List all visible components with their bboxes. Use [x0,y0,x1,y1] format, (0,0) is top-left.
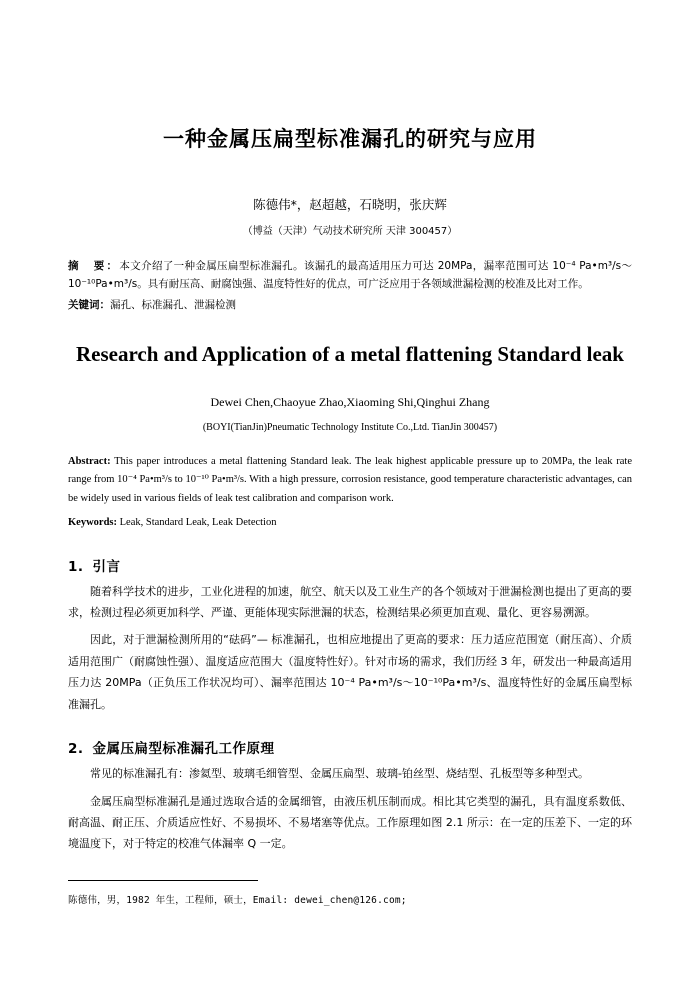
section-title-1: 引言 [92,558,121,575]
english-affiliation: (BOYI(TianJin)Pneumatic Technology Institute Co.,Ltd. TianJin 300457) [202,421,498,433]
english-authors: Dewei Chen,Chaoyue Zhao,Xiaoming Shi,Qinghui Zhang [210,394,490,409]
section-number-1: 1. [68,558,84,575]
english-abstract [68,453,632,509]
footnote-separator [68,880,258,881]
page-content [68,0,632,855]
english-abstract-label: Abstract: [68,455,111,467]
chinese-affiliation: （博益（天津）气动技术研究所 天津 300457） [242,226,458,238]
section-2-paragraph-1: 常见的标准漏孔有：渗氦型、玻璃毛细管型、金属压扁型、玻璃-铂丝型、烧结型、孔板型等多种型式。 [90,767,589,781]
section-1-paragraph-1: 随着科学技术的进步，工业化进程的加速，航空、航天以及工业生产的各个领域对于泄漏检测也提出了更高的要求，检测过程必须更加科学、严谨、更能体现实际泄漏的状态，检测结果必须更加直观、量化、更容易溯源。 [68,584,632,619]
english-keywords-text: Leak, Standard Leak, Leak Detection [119,516,277,528]
chinese-abstract [68,257,632,293]
chinese-keywords [68,296,632,314]
section-heading-2 [68,737,632,757]
english-abstract-text: This paper introduces a metal flattening Standard leak. The leak highest applicable pressure up to 20MPa, the leak rate range from 10⁻⁴ Pa•m³/s to 10⁻¹⁰ Pa•m³/s. With a high pressure, corrosion resistance, good temperature characteristic advantages, can be widely used in various fields of leak test calibration and comparison work. [68,455,632,505]
section-title-2: 金属压扁型标准漏孔工作原理 [92,741,275,758]
chinese-abstract-text: 本文介绍了一种金属压扁型标准漏孔。该漏孔的最高适用压力可达 20MPa，漏率范围可达 10⁻⁴ Pa•m³/s～10⁻¹⁰Pa•m³/s。具有耐压高、耐腐蚀强、温度特性好的优点，可广泛应用于各领域泄漏检测的校准及比对工作。 [68,260,632,291]
english-keywords [68,514,632,533]
english-keywords-label: Keywords: [68,516,117,528]
chinese-abstract-label: 摘 要： [68,260,120,273]
footnote-text: 陈德伟，男，1982 年生，工程师，硕士，Email: dewei_chen@126.com; [68,895,407,906]
section-1-paragraph-2: 因此，对于泄漏检测所用的“砝码”— 标准漏孔，也相应地提出了更高的要求：压力适应范围宽（耐压高）、介质适用范围广（耐腐蚀性强）、温度适应范围大（温度特性好）。针对市场的需求，我们历经 3 年，研发出一种最高适用压力达 20MPa（正负压工作状况均可）、漏率范围达 10⁻⁴ Pa•m³/s～10⁻¹⁰Pa•m³/s、温度特性好的金属压扁型标准漏孔。 [68,633,632,711]
section-number-2: 2. [68,741,84,758]
english-title: Research and Application of a metal flattening Standard leak [76,342,624,367]
section-heading-1 [68,555,632,575]
chinese-keywords-label: 关键词： [68,299,110,312]
chinese-keywords-text: 漏孔、标准漏孔、泄漏检测 [110,299,236,312]
chinese-authors: 陈德伟*，赵超越，石晓明，张庆辉 [253,197,447,213]
chinese-title: 一种金属压扁型标准漏孔的研究与应用 [163,127,537,151]
section-2-paragraph-2: 金属压扁型标准漏孔是通过选取合适的金属细管，由液压机压制而成。相比其它类型的漏孔，具有温度系数低、耐高温、耐正压、介质适应性好、不易损坏、不易堵塞等优点。工作原理如图 2.1 所示：在一定的压差下、一定的环境温度下，对于特定的校准气体漏率 Q 一定。 [68,794,632,851]
